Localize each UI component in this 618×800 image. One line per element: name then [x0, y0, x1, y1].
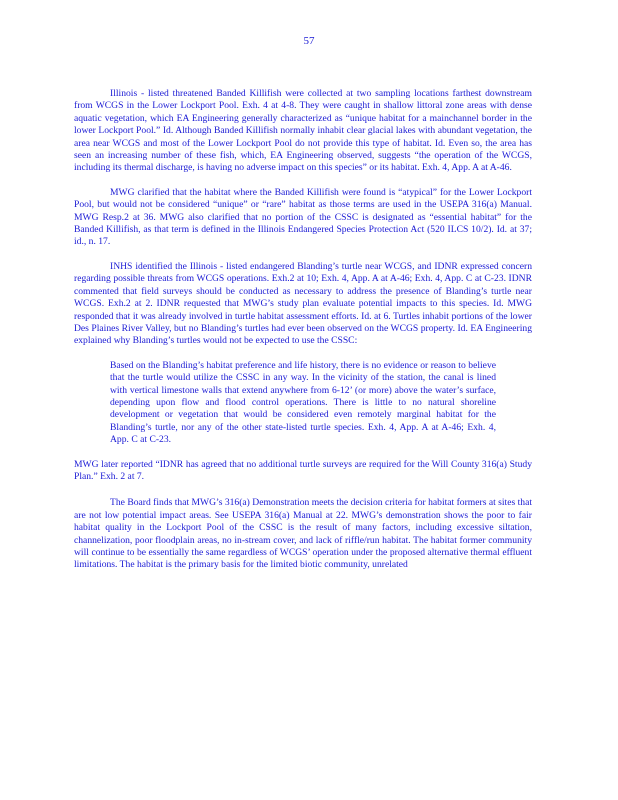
paragraph-banded-killifish: Illinois - listed threatened Banded Killifish were collected at two sampling locations farthest downstream from WCGS in the Lower Lockport Pool. Exh. 4 at 4-8. They were caught in shallow littoral zone areas with dense aquatic vegetation, which EA Engineering generally characterized as “unique habitat for a mainchannel border in the lower Lockport Pool.” Id. Although Banded Killifish normally inhabit clear glacial lakes with abundant vegetation, the area near WCGS and most of the Lower Lockport Pool do not provide this type of habitat. Id. Even so, the area has seen an increasing number of these fish, which, EA Engineering observed, suggests “the operation of the WCGS, including its thermal discharge, is having no adverse impact on this species” or its habitat. Exh. 4, App. A at A-46.: [74, 88, 532, 174]
body-text: [74, 88, 532, 584]
paragraph-mwg-clarified: MWG clarified that the habitat where the Banded Killifish were found is “atypical” for the Lower Lockport Pool, but would not be considered “unique” or “rare” habitat as those terms are used in the USEPA 316(a) Manual. MWG Resp.2 at 36. MWG also clarified that no portion of the CSSC is designated as “essential habitat” for the Banded Killifish, as that term is defined in the Illinois Endangered Species Protection Act (520 ILCS 10/2). Id. at 37; id., n. 17.: [74, 186, 532, 248]
page-number: 57: [303, 35, 315, 47]
paragraph-idnr-agreed: MWG later reported “IDNR has agreed that no additional turtle surveys are required for the Will County 316(a) Study Plan.” Exh. 2 at 7.: [74, 458, 532, 482]
paragraph-blandings-turtle: INHS identified the Illinois - listed endangered Blanding’s turtle near WCGS, and IDNR expressed concern regarding possible threats from WCGS operations. Exh.2 at 10; Exh. 4, App. A at A-46; Exh. 4, App. C at C-23. IDNR commented that field surveys should be conducted as necessary to address the presence of Blanding’s turtle near WCGS. Exh.2 at 2. IDNR requested that MWG’s study plan evaluate potential impacts to this species. Id. MWG responded that it was already involved in turtle habitat assessment efforts. Id. at 6. Turtles inhabit portions of the lower Des Plaines River Valley, but no Blanding’s turtles had ever been observed on the WCGS property. Id. EA Engineering explained why Blanding’s turtles would not be expected to use the CSSC:: [74, 260, 532, 347]
block-quote: Based on the Blanding’s habitat preference and life history, there is no evidence or reason to believe that the turtle would utilize the CSSC in any way. In the vicinity of the station, the canal is lined with vertical limestone walls that extend anywhere from 6-12’ (or more) above the water’s surface, depending upon flow and flood control operations. There is little to no natural shoreline development or vegetation that would be considered even remotely marginal habitat for the Blanding’s turtle, nor any of the other state-listed turtle species. Exh. 4, App. A at A-46; Exh. 4, App. C at C-23.: [110, 359, 496, 446]
paragraph-board-finds: The Board finds that MWG’s 316(a) Demonstration meets the decision criteria for habitat formers at sites that are not low potential impact areas. See USEPA 316(a) Manual at 22. MWG’s demonstration shows the poor to fair habitat quality in the Lockport Pool of the CSSC is the result of many factors, including excessive siltation, channelization, poor floodplain areas, no in-stream cover, and lack of riffle/run habitat. The habitat former community will continue to be essentially the same regardless of WCGS’ operation under the proposed alternative thermal effluent limitations. The habitat is the primary basis for the limited biotic community, unrelated: [74, 497, 533, 571]
